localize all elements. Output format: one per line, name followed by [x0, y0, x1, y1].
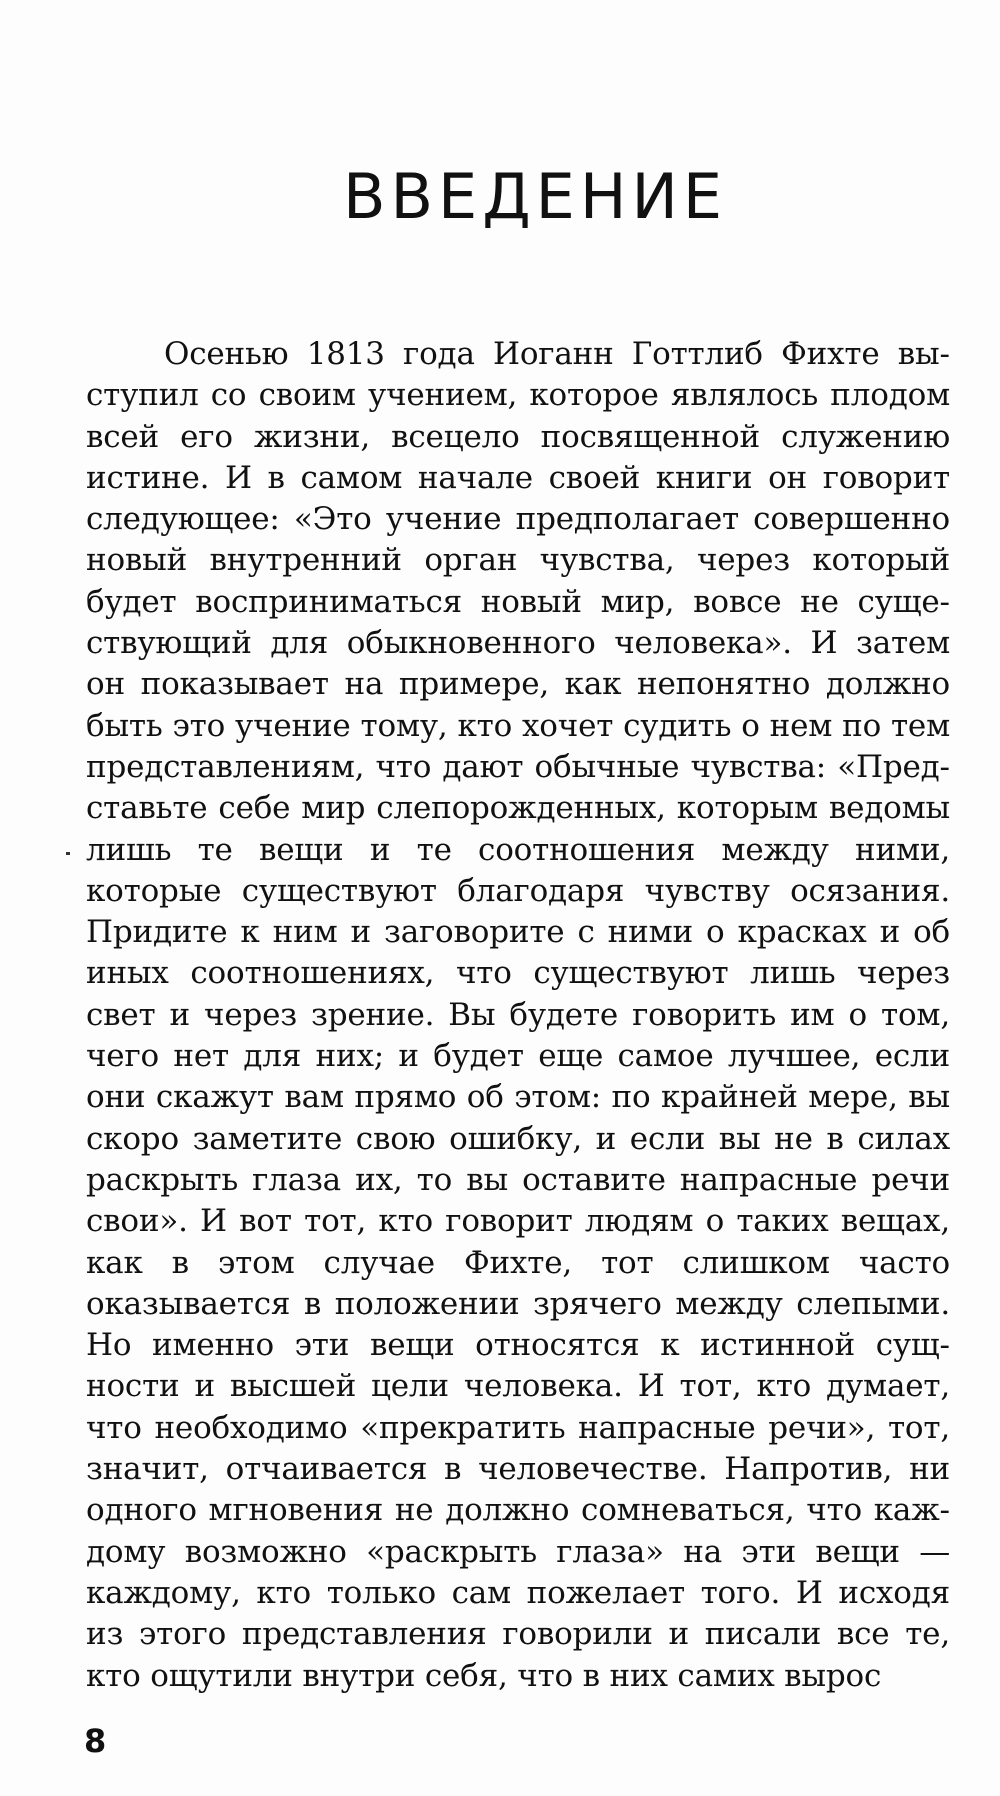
- print-speck: [66, 852, 70, 855]
- page-number: 8: [84, 1722, 107, 1760]
- chapter-title: ВВЕДЕНИЕ: [342, 159, 728, 233]
- body-paragraph: Осенью 1813 года Иоганн Готтлиб Фихте выступил со своим учением, которое являлось плодом всей его жизни, всецело посвященной служению истине. И в самом начале своей книги он говорит следующее: «Это учение предполагает совершенно новый внутренний орган чувства, через который будет восприниматься новый мир, вовсе не существующий для обыкновенного человека». И затем он показывает на примере, как непонятно должно быть это учение тому, кто хочет судить о нем по тем представлениям, что дают обычные чувства: «Представьте себе мир слепорожденных, которым ведомы лишь те вещи и те соотношения между ними, которые существуют благодаря чувству осязания. Придите к ним и заговорите с ними о красках и об иных соотношениях, что существуют лишь через свет и через зрение. Вы будете говорить им о том, чего нет для них; и будет еще самое лучшее, если они скажут вам прямо об этом: по крайней мере, вы скоро заметите свою ошибку, и если вы не в силах раскрыть глаза их, то вы оставите напрасные речи свои». И вот тот, кто говорит людям о таких вещах, как в этом случае Фихте, тот слишком часто оказывается в положении зрячего между слепыми. Но именно эти вещи относятся к истинной сущности и высшей цели человека. И тот, кто думает, что необходимо «прекратить напрасные речи», тот, значит, отчаивается в человечестве. Напротив, ни одного мгновения не должно сомневаться, что каждому возможно «раскрыть глаза» на эти вещи — каждому, кто только сам пожелает того. И исходя из этого представления говорили и писали все те, кто ощутили внутри себя, что в них самих вырос: [86, 336, 950, 1694]
